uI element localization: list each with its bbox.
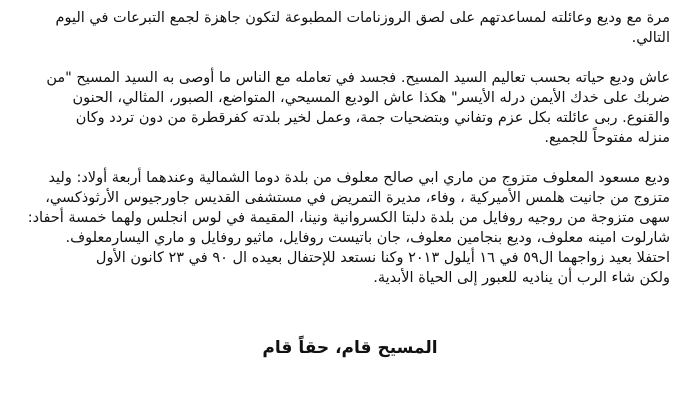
text-line: مرة مع وديع وعائلته لمساعدتهم على لصق الروزنامات المطبوعة لتكون جاهزة لجمع التبرعات في اليوم [55, 10, 670, 26]
text-line: التالي. [631, 30, 670, 46]
text-line: وديع مسعود المعلوف متزوج من ماري ابي صالح معلوف من بلدة دوما الشمالية وعندهما أربعة أولاد: وليد [48, 170, 670, 186]
text-line: شارلوت امينه معلوف، وديع بنجامين معلوف، جان باتيست روفايل، ماثيو روفايل و ماري اليسارمعلوف. [65, 230, 670, 246]
text-line: متزوج من جانيت هلمس الأميركية ، وفاء، مديرة التمريض في مستشفى القديس جاورجيوس الأرثوذكسي، [45, 190, 670, 206]
text-line: ضربك على خدك الأيمن درله الأيسر" هكذا عاش الوديع المسيحي، المتواضع، الصبور، المثالي، الحنون [72, 90, 670, 106]
paragraph-teachings [18, 68, 670, 148]
paragraph-family [18, 168, 670, 288]
paragraph-spacer [18, 48, 670, 68]
paragraph-fundraising [18, 8, 670, 48]
closing-phrase: المسيح قام، حقاً قام [262, 338, 438, 358]
text-line: سهى متزوجة من روجيه روفايل من بلدة دلبتا الكسروانية ونينا، المقيمة في لوس انجلس ولهما خمسة أحفاد: [27, 210, 670, 226]
text-line: عاش وديع حياته بحسب تعاليم السيد المسيح. فجسد في تعامله مع الناس ما أوصى به السيد المسيح "من [46, 70, 670, 86]
paragraph-spacer [18, 148, 670, 168]
text-line: منزله مفتوحاً للجميع. [544, 130, 670, 146]
text-line: احتفلا بعيد زواجهما ال٥٩ في ١٦ أيلول ٢٠١٣ وكنا نستعد للإحتفال بعيده ال ٩٠ في ٢٣ كانون الأول [95, 250, 670, 266]
text-line: ولكن شاء الرب أن يناديه للعبور إلى الحياة الأبدية. [373, 270, 670, 286]
document-body [18, 8, 670, 288]
text-line: والقنوع. ربى عائلته بكل عزم وتفاني وبتضحيات جمة، وعمل لخير بلدته كفرقطرة من دون تردد وكان [75, 110, 670, 126]
